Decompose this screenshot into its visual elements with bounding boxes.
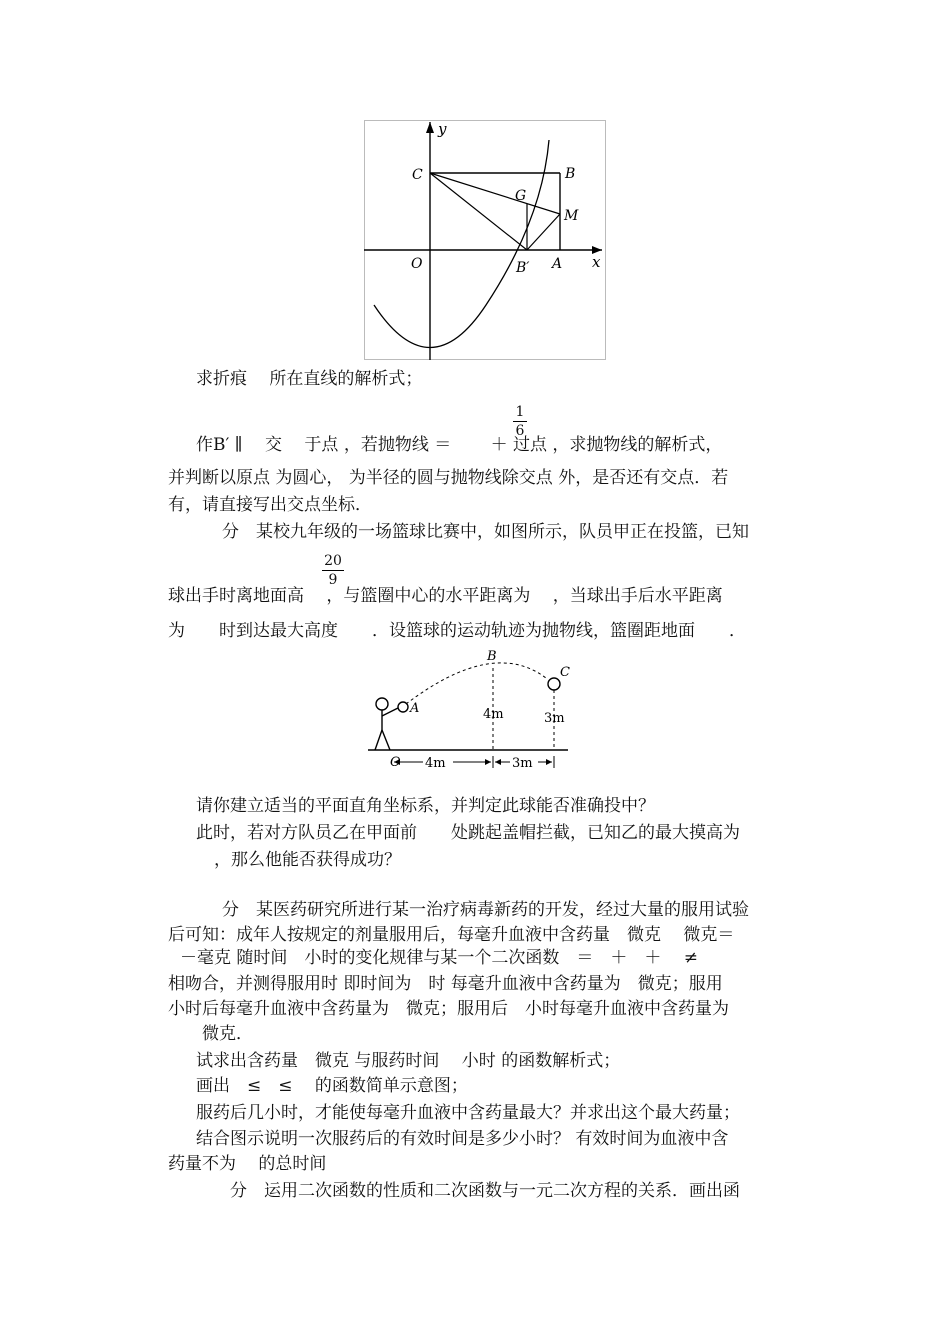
arrow-head: [546, 759, 552, 765]
player-leg-left: [375, 730, 382, 750]
text-line-6: 球出手时离地面高 ，与篮圈中心的水平距离为 ，当球出手后水平距离: [168, 586, 723, 606]
text-line-12: 后可知：成年人按规定的剂量服用后，每毫升血液中含药量 微克 微克＝: [168, 925, 735, 945]
text-line-5: 分 某校九年级的一场篮球比赛中，如图所示，队员甲正在投篮，已知: [222, 522, 749, 542]
segment-bpm: [527, 214, 560, 250]
label-a: A: [552, 256, 563, 272]
label-c: C: [412, 167, 423, 183]
player-leg-right: [382, 730, 390, 750]
label-b: B: [487, 649, 497, 664]
text-line-15: 小时后每毫升血液中含药量为 微克；服用后 小时每毫升血液中含药量为: [168, 999, 729, 1019]
figure-parabola-fold: [364, 120, 606, 360]
text-line-10: ，那么他能否获得成功？: [214, 850, 401, 870]
text-line-22: 分 运用二次函数的性质和二次函数与一元二次方程的关系．画出函: [230, 1181, 740, 1201]
label-c: C: [560, 665, 570, 680]
text-line-17: 试求出含药量 微克 与服药时间 小时 的函数解析式；: [196, 1051, 621, 1071]
fraction-bar: [513, 421, 527, 422]
label-a: A: [410, 701, 420, 716]
label-x: x: [592, 253, 601, 271]
figure-basketball-svg: [368, 646, 584, 772]
text-line-14: 相吻合，并测得服用时 即时间为 时 每毫升血液中含药量为 微克；服用: [168, 974, 723, 994]
text-line-18: 画出 ≤ ≤ 的函数简单示意图；: [196, 1076, 468, 1096]
text-line-21: 药量不为 的总时间: [168, 1154, 327, 1174]
figure-parabola-svg: [364, 120, 606, 360]
text-line-19: 服药后几小时，才能使每毫升血液中含药量最大？并求出这个最大药量；: [196, 1103, 740, 1123]
label-bprime: B′: [516, 260, 530, 276]
label-distance-3m: 3m: [512, 756, 533, 771]
text-line-4: 有，请直接写出交点坐标．: [168, 495, 372, 515]
label-y: y: [438, 120, 447, 138]
segment-cbp: [430, 173, 527, 250]
fraction-numerator: 1: [515, 404, 525, 420]
label-height-4m: 4m: [483, 707, 504, 722]
hoop: [548, 678, 560, 690]
label-height-3m: 3m: [544, 711, 565, 726]
figure-frame: [365, 121, 606, 360]
player-head: [376, 698, 388, 710]
text-line-3: 并判断以原点 为圆心， 为半径的圆与抛物线除交点 外，是否还有交点．若: [168, 468, 729, 488]
arrow-head: [485, 759, 491, 765]
text-line-11: 分 某医药研究所进行某一治疗病毒新药的开发，经过大量的服用试验: [222, 900, 749, 920]
arrow-head: [495, 759, 501, 765]
label-distance-4m: 4m: [425, 756, 446, 771]
figure-basketball: [368, 646, 584, 772]
label-o: O: [390, 755, 401, 770]
text-line-7: 为 时到达最大高度 ．设篮球的运动轨迹为抛物线，篮圈距地面 ．: [168, 621, 746, 641]
fraction-denominator: 6: [515, 423, 525, 439]
label-g: G: [515, 188, 527, 204]
label-b: B: [565, 166, 576, 182]
fraction-denominator: 9: [328, 572, 338, 588]
text-line-2: 作B′ ∥ 交 于点 ，若抛物线 ＝ ＋ 过点 ，求抛物线的解析式，: [196, 435, 723, 455]
ball-trajectory: [406, 663, 546, 704]
label-m: M: [564, 208, 579, 224]
text-line-13: －毫克 随时间 小时的变化规律与某一个二次函数 ＝ ＋ ＋ ≠: [180, 948, 699, 968]
fraction-numerator: 20: [324, 553, 342, 569]
text-line-8: 请你建立适当的平面直角坐标系，并判定此球能否准确投中？: [196, 796, 655, 816]
label-o: O: [411, 256, 423, 272]
text-line-20: 结合图示说明一次服药后的有效时间是多少小时？ 有效时间为血液中含: [196, 1129, 729, 1149]
y-axis-arrow: [426, 122, 434, 133]
fraction-20-9: [318, 553, 348, 588]
fraction-bar: [322, 570, 344, 571]
text-line-1: 求折痕 所在直线的解析式；: [196, 369, 423, 389]
text-line-16: 微克．: [202, 1024, 253, 1044]
text-line-9: 此时，若对方队员乙在甲面前 处跳起盖帽拦截，已知乙的最大摸高为: [196, 823, 740, 843]
